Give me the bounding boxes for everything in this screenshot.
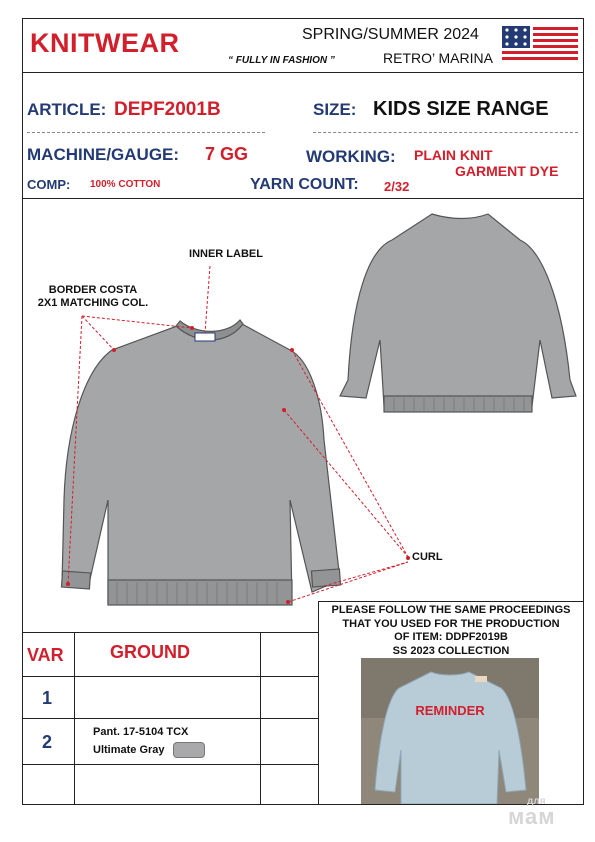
reminder-text bbox=[318, 604, 584, 658]
reminder-line-2: THAT YOU USED FOR THE PRODUCTION bbox=[342, 617, 560, 630]
working-label: WORKING: bbox=[306, 147, 396, 166]
reminder-line-3: OF ITEM: DDPF2019B bbox=[394, 631, 508, 643]
table-column-divider bbox=[260, 632, 261, 805]
ground-column-header: GROUND bbox=[110, 642, 190, 662]
tagline: “ FULLY IN FASHION ” bbox=[228, 55, 335, 66]
working-value-2: GARMENT DYE bbox=[455, 163, 559, 179]
var-column-header: VAR bbox=[27, 645, 64, 665]
reminder-photo-label: REMINDER bbox=[415, 703, 485, 718]
watermark-bottom: мам bbox=[508, 804, 556, 829]
specs-divider bbox=[22, 198, 584, 199]
table-top-border bbox=[22, 632, 318, 633]
pantone-name: Ultimate Gray bbox=[93, 744, 165, 756]
comp-value: 100% COTTON bbox=[90, 179, 161, 190]
comp-label: COMP: bbox=[27, 177, 71, 192]
table-row-1-var: 1 bbox=[42, 688, 53, 708]
separator bbox=[313, 132, 578, 133]
machine-label: MACHINE/GAUGE: bbox=[27, 145, 180, 164]
reminder-line-4: SS 2023 COLLECTION bbox=[392, 644, 510, 657]
inner-label-callout: INNER LABEL bbox=[189, 248, 263, 260]
yarn-label: YARN COUNT: bbox=[250, 176, 359, 193]
back-sweater bbox=[340, 214, 576, 412]
table-column-divider bbox=[74, 632, 75, 805]
machine-value: 7 GG bbox=[205, 144, 249, 164]
color-swatch bbox=[173, 742, 205, 758]
photo-sweater bbox=[361, 658, 539, 804]
article-label: ARTICLE: bbox=[27, 100, 107, 119]
yarn-value: 2/32 bbox=[384, 179, 410, 194]
table-row-divider bbox=[22, 718, 318, 719]
reference-photo bbox=[361, 658, 539, 804]
size-label: SIZE: bbox=[313, 100, 357, 119]
watermark-top: для bbox=[527, 796, 546, 807]
sweater-drawings bbox=[22, 200, 582, 630]
size-value: KIDS SIZE RANGE bbox=[373, 98, 549, 120]
inner-label-tag bbox=[195, 333, 215, 341]
header-divider bbox=[22, 72, 584, 73]
border-callout-line1: BORDER COSTA bbox=[48, 284, 138, 296]
working-value-1: PLAIN KNIT bbox=[414, 147, 493, 163]
curl-callout: CURL bbox=[412, 551, 443, 563]
reminder-line-1: PLEASE FOLLOW THE SAME PROCEEDINGS bbox=[331, 604, 571, 616]
flag-logo bbox=[502, 26, 578, 64]
page-title: KNITWEAR bbox=[30, 28, 180, 58]
brand-name: RETRO’ MARINA bbox=[383, 50, 493, 66]
border-callout-line2: 2X1 MATCHING COL. bbox=[37, 297, 149, 309]
table-row-divider bbox=[22, 764, 318, 765]
pantone-code: Pant. 17-5104 TCX bbox=[93, 726, 189, 738]
article-value: DEPF2001B bbox=[114, 99, 221, 120]
front-sweater bbox=[61, 320, 340, 605]
table-row-divider bbox=[22, 676, 318, 677]
separator bbox=[27, 132, 265, 133]
table-row-2-var: 2 bbox=[42, 732, 53, 752]
season-label: SPRING/SUMMER 2024 bbox=[302, 26, 479, 43]
